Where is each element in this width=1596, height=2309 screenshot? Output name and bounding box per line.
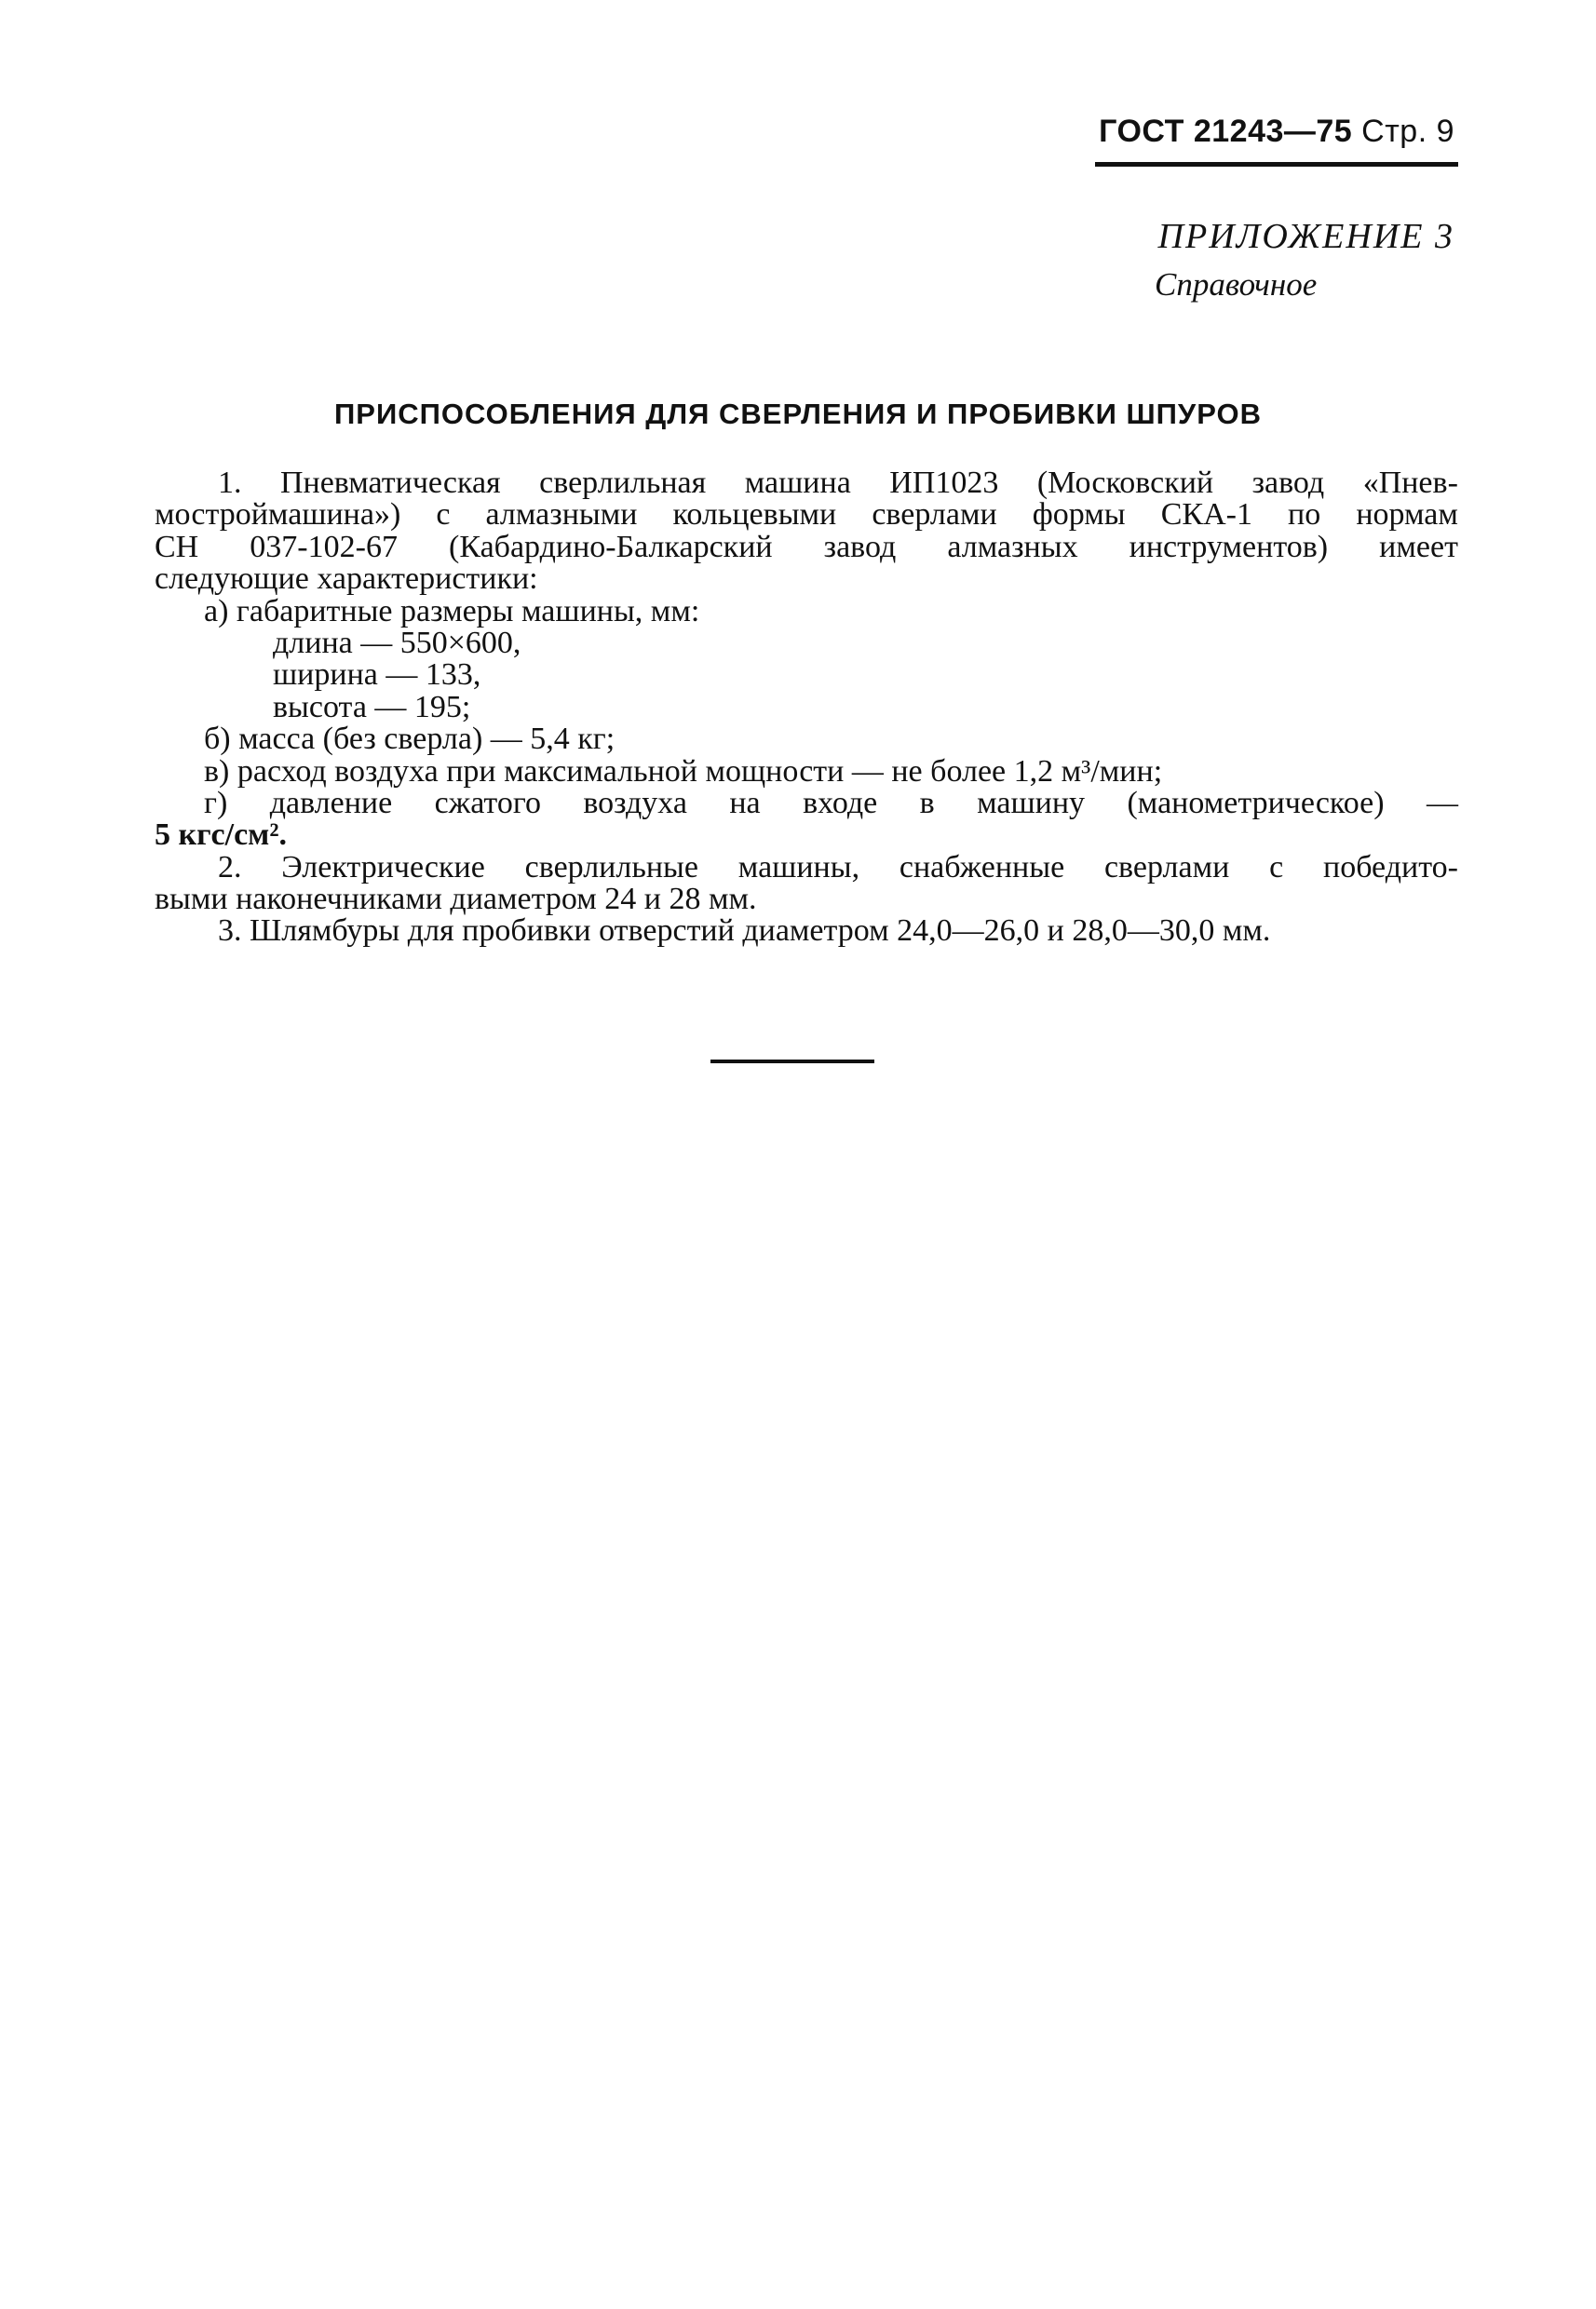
paragraph-3: 3. Шлямбуры для пробивки отверстий диаметром 24,0—26,0 и 28,0—30,0 мм.	[218, 913, 1271, 949]
word: мостроймашина»)	[155, 497, 401, 533]
appendix-label: ПРИЛОЖЕНИЕ 3	[1157, 217, 1454, 256]
word: Электрические	[281, 849, 485, 884]
list-item-b: б) масса (без сверла) — 5,4 кг;	[204, 722, 615, 757]
word: имеет	[1379, 529, 1458, 564]
word: Пневматическая	[279, 466, 501, 500]
paragraph-2-line-2: выми наконечниками диаметром 24 и 28 мм.	[155, 882, 757, 917]
paragraph-1-line-2	[155, 499, 1458, 531]
list-item-a-height: высота — 195;	[273, 689, 471, 724]
word: сжатого	[434, 785, 541, 820]
word: по	[1288, 497, 1321, 533]
word: алмазными	[485, 497, 638, 533]
word: сверлильные	[524, 849, 698, 884]
word: 2.	[218, 849, 242, 884]
word: СКА-1	[1160, 497, 1252, 533]
appendix-type: Справочное	[1155, 266, 1318, 303]
standard-number: ГОСТ 21243—75	[1099, 114, 1353, 149]
word: воздуха	[583, 785, 687, 820]
word: машины,	[737, 849, 860, 884]
word: 037-102-67	[250, 529, 398, 564]
word: в	[919, 785, 935, 820]
word: (Московский	[1036, 466, 1214, 500]
section-title: ПРИСПОСОБЛЕНИЯ ДЛЯ СВЕРЛЕНИЯ И ПРОБИВКИ ШПУРОВ	[334, 398, 1262, 430]
word: формы	[1032, 497, 1126, 533]
word: (манометрическое)	[1127, 785, 1385, 820]
word: с	[1269, 849, 1284, 884]
word: на	[729, 785, 761, 820]
word: входе	[803, 785, 878, 820]
end-rule	[710, 1060, 874, 1063]
word: г)	[204, 785, 228, 820]
word: 1.	[218, 466, 242, 500]
list-item-a-width: ширина — 133,	[273, 657, 481, 693]
word: сверлами	[1103, 849, 1230, 884]
list-item-v: в) расход воздуха при максимальной мощности — не более 1,2 м³/мин;	[204, 753, 1163, 789]
word: кольцевыми	[672, 497, 837, 533]
word: завод	[1251, 466, 1325, 500]
page-header	[1099, 114, 1454, 150]
paragraph-1-line-1	[155, 467, 1458, 499]
word: машину	[977, 785, 1086, 820]
list-item-g-line-1	[155, 785, 1458, 820]
word: алмазных	[947, 529, 1078, 564]
word: СН	[155, 529, 199, 564]
word: инструментов)	[1129, 529, 1329, 564]
word: нормам	[1356, 497, 1458, 533]
paragraph-1-line-3	[155, 529, 1458, 564]
word: сверлами	[872, 497, 997, 533]
page-number: Стр. 9	[1361, 114, 1454, 149]
word: с	[436, 497, 451, 533]
paragraph-2-line-1	[155, 849, 1458, 884]
word: —	[1426, 785, 1458, 820]
list-item-a-length: длина — 550×600,	[273, 625, 521, 660]
document-body	[155, 467, 1458, 948]
header-rule	[1095, 162, 1458, 167]
word: (Кабардино-Балкарский	[449, 529, 773, 564]
word: «Пнев-	[1362, 466, 1458, 500]
word: ИП1023	[889, 466, 999, 500]
word: снабженные	[899, 849, 1065, 884]
word: машина	[744, 466, 851, 500]
list-item-a: а) габаритные размеры машины, мм:	[204, 593, 700, 628]
list-item-g-line-2: 5 кгс/см².	[155, 817, 288, 853]
word: завод	[823, 529, 897, 564]
paragraph-1-line-4: следующие характеристики:	[155, 561, 538, 597]
word: сверлильная	[539, 466, 707, 500]
word: давление	[269, 785, 393, 820]
word: победито-	[1323, 849, 1458, 884]
